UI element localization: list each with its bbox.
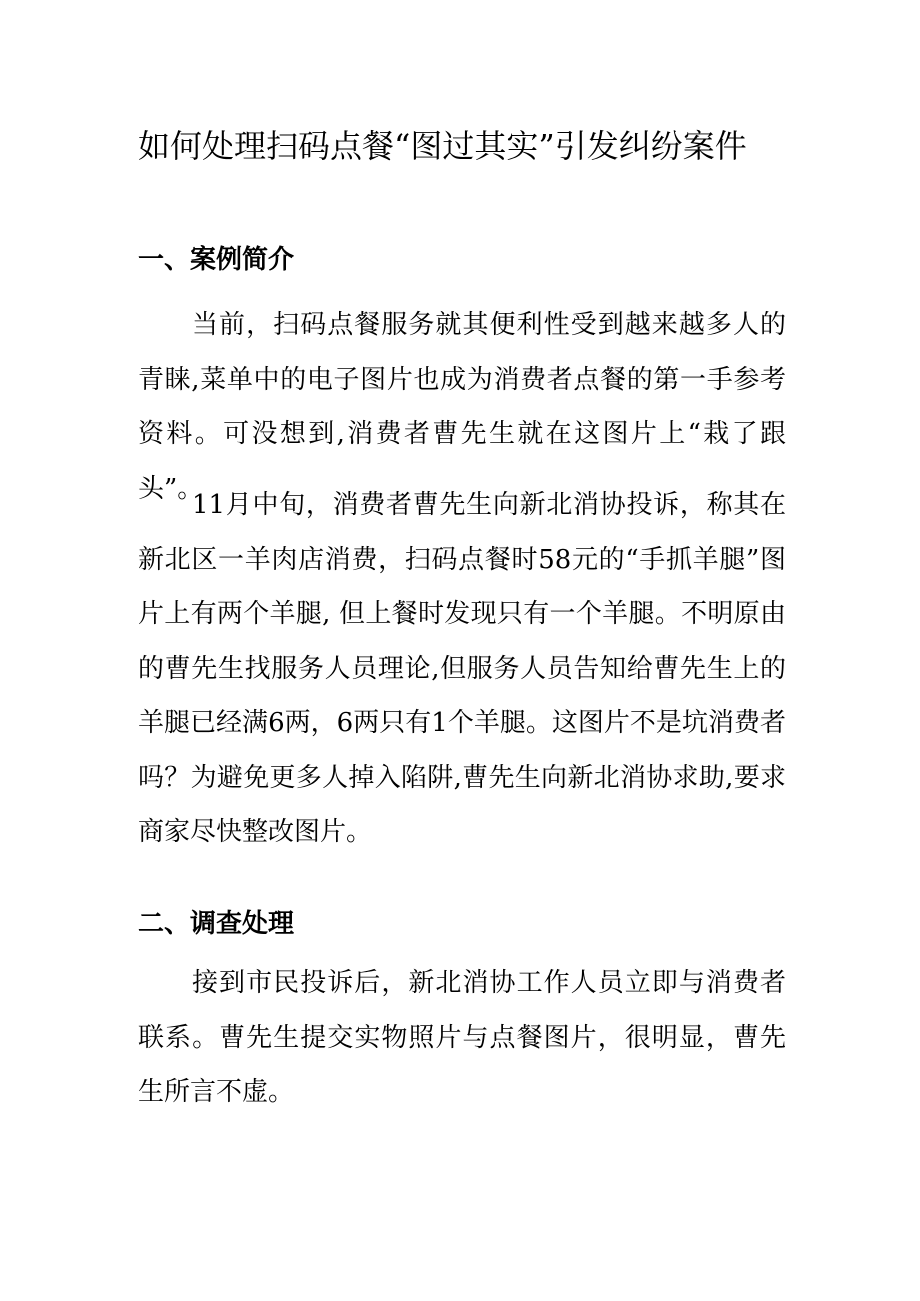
paragraph-investigation-1: 接到市民投诉后，新北消协工作人员立即与消费者联系。曹先生提交实物照片与点餐图片，很明显，曹先生所言不虚。 (138, 968, 786, 1107)
paragraph-case-intro-2: 11月中旬，消费者曹先生向新北消协投诉，称其在新北区一羊肉店消费，扫码点餐时58元的“手抓羊腿”图片上有两个羊腿, 但上餐时发现只有一个羊腿。不明原由的曹先生找服务人员理论,但服务人员告知给曹先生上的羊腿已经满6两，6两只有1个羊腿。这图片不是坑消费者吗？为避免更多人掉入陷阱,曹先生向新北消协求助,要求商家尽快整改图片。 (138, 490, 786, 847)
document-title: 如何处理扫码点餐“图过其实”引发纠纷案件 (138, 127, 747, 165)
section-heading-investigation: 二、调查处理 (138, 909, 295, 939)
paragraph-case-intro-1: 当前，扫码点餐服务就其便利性受到越来越多人的青睐,菜单中的电子图片也成为消费者点餐的第一手参考资料。可没想到,消费者曹先生就在这图片上“栽了跟头”。 (138, 310, 786, 504)
section-heading-case-intro: 一、案例简介 (138, 245, 295, 275)
